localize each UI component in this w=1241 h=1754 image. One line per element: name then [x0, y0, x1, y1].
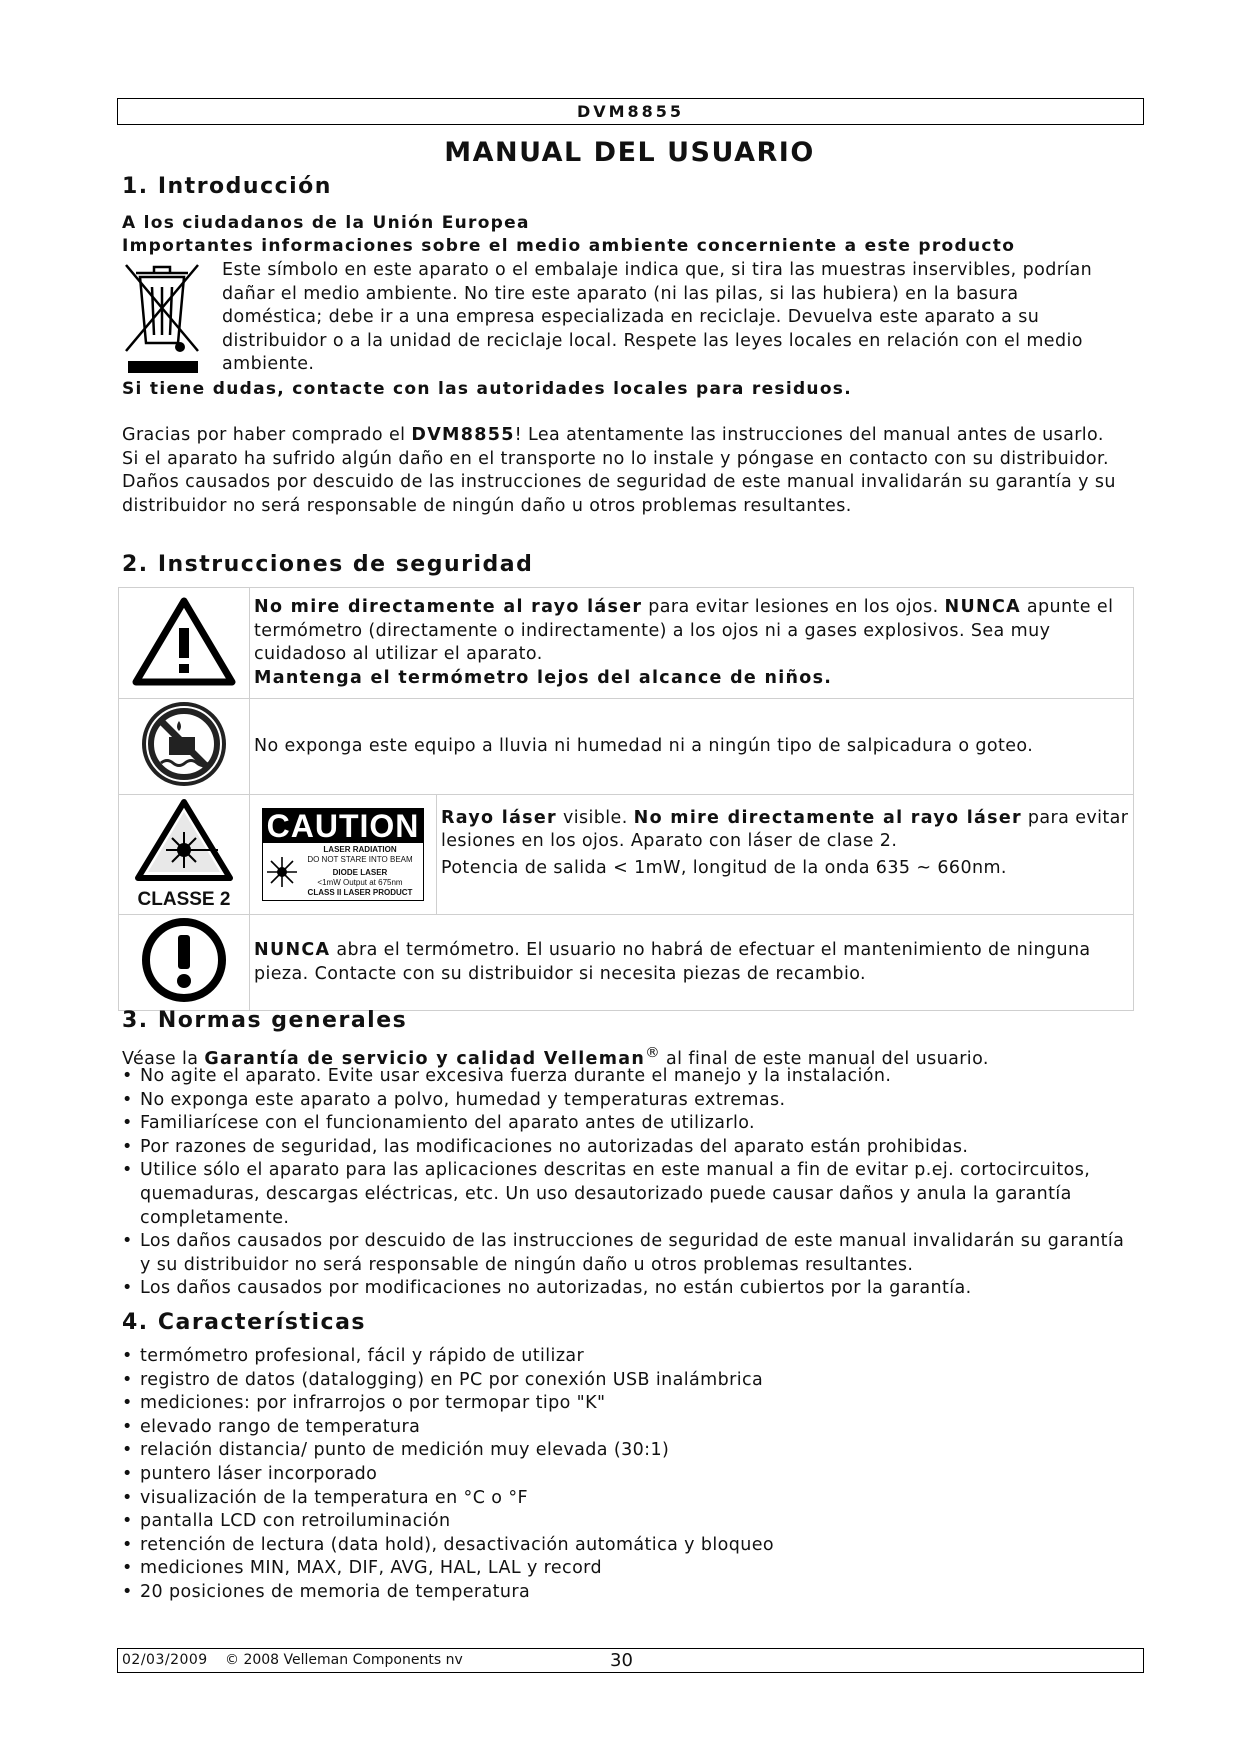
eu-heading: A los ciudadanos de la Unión Europea	[122, 213, 530, 233]
caution-l1: LASER RADIATION	[323, 845, 397, 854]
list-item: • 20 posiciones de memoria de temperatura	[122, 1581, 1132, 1605]
footer-copyright: © 2008 Velleman Components nv	[225, 1652, 463, 1668]
caution-l5: CLASS II LASER PRODUCT	[307, 888, 413, 897]
list-item: • Los daños causados por modificaciones no autorizadas, no están cubiertos por la garantía.	[122, 1277, 1132, 1301]
row2-text: No exponga este equipo a lluvia ni humedad ni a ningún tipo de salpicadura o goteo.	[254, 735, 1034, 756]
heading-introduccion: 1. Introducción	[122, 174, 332, 199]
caution-title: CAUTION	[263, 809, 423, 843]
list-item: • Los daños causados por descuido de las instrucciones de seguridad de este manual invalidarán su garantía y su distribuidor no será responsable de ningún daño u otros problemas resultantes.	[122, 1230, 1132, 1277]
thanks-text-a: Gracias por haber comprado el	[122, 425, 412, 445]
header-model-box	[117, 98, 1144, 125]
list-item: • Por razones de seguridad, las modificaciones no autorizadas del aparato están prohibidas.	[122, 1136, 1132, 1160]
env-heading: Importantes informaciones sobre el medio ambiente concerniente a este producto	[122, 236, 1016, 256]
row1-text1: para evitar lesiones en los ojos.	[642, 597, 945, 617]
features-list	[122, 1345, 1132, 1605]
header-model: DVM8855	[576, 102, 685, 121]
thanks-text-b: ! Lea atentamente las instrucciones del manual antes de usarlo. Si el aparato ha sufrido algún daño en el transporte no lo instale y póngase en contacto con su distribuidor. Daños causados por descuido de las instrucciones de seguridad de este manual invalidarán su garantía y su distribuidor no será responsable de ningún daño u otros problemas resultantes.	[122, 425, 1116, 516]
safety-row-laser-class	[119, 795, 1134, 915]
weee-text: Este símbolo en este aparato o el embalaje indica que, si tira las muestras inservibles, podrían dañar el medio ambiente. No tire este aparato (ni las pilas, si las hubiera) en la basura doméstica; debe ir a una empresa especializada en reciclaje. Devuelva este aparato a su distribuidor o a la unidad de reciclaje local. Respete las leyes locales en relación con el medio ambiente.	[222, 260, 1093, 374]
page-number: 30	[610, 1650, 633, 1671]
caution-l4: <1mW Output at 675nm	[317, 878, 403, 887]
footer-date: 02/03/2009	[122, 1652, 208, 1668]
list-item: • pantalla LCD con retroiluminación	[122, 1510, 1132, 1534]
row4-text: abra el termómetro. El usuario no habrá de efectuar el mantenimiento de ninguna pieza. Contacte con su distribuidor si necesita piezas de recambio.	[254, 940, 1091, 984]
doubt-text: Si tiene dudas, contacte con las autoridades locales para residuos.	[122, 379, 852, 399]
list-item: • termómetro profesional, fácil y rápido de utilizar	[122, 1345, 1132, 1369]
heading-seguridad: 2. Instrucciones de seguridad	[122, 552, 534, 577]
safety-row-moisture-text	[250, 699, 1134, 795]
safety-row-laser-text	[250, 588, 1134, 699]
row3-bold1: Rayo láser	[441, 807, 557, 828]
footer	[117, 1648, 1144, 1673]
list-item: • puntero láser incorporado	[122, 1463, 1132, 1487]
caution-l2: DO NOT STARE INTO BEAM	[307, 855, 413, 864]
row4-bold: NUNCA	[254, 940, 331, 960]
row1-bold2: NUNCA	[944, 597, 1021, 617]
laser-burst-icon	[265, 855, 299, 889]
safety-table	[118, 587, 1134, 1011]
safety-row-open	[119, 915, 1134, 1011]
row3-bold2: No mire directamente al rayo láser	[633, 807, 1022, 828]
safety-row-moisture	[119, 699, 1134, 795]
registered-mark: ®	[645, 1044, 661, 1061]
general-intro-bold: Garantía de servicio y calidad Velleman	[204, 1048, 646, 1069]
list-item: • retención de lectura (data hold), desactivación automática y bloqueo	[122, 1534, 1132, 1558]
row3-text1: visible.	[557, 807, 634, 828]
list-item: • No agite el aparato. Evite usar excesiva fuerza durante el manejo y la instalación.	[122, 1065, 1132, 1089]
row3-power: Potencia de salida < 1mW, longitud de la onda 635 ~ 660nm.	[441, 857, 1007, 878]
list-item: • elevado rango de temperatura	[122, 1416, 1132, 1440]
general-intro-b: al final de este manual del usuario.	[660, 1048, 989, 1069]
thanks-model: DVM8855	[411, 425, 515, 445]
laser-warning-icon	[119, 795, 250, 915]
safety-row-laser-class-text	[437, 795, 1134, 915]
exclamation-circle-icon	[119, 915, 250, 1011]
row1-bold3: Mantenga el termómetro lejos del alcance de niños.	[254, 667, 833, 688]
row1-bold1: No mire directamente al rayo láser	[254, 597, 643, 617]
list-item: • mediciones: por infrarrojos o por termopar tipo "K"	[122, 1392, 1132, 1416]
safety-row-laser	[119, 588, 1134, 699]
caution-label	[250, 795, 437, 915]
list-item: • mediciones MIN, MAX, DIF, AVG, HAL, LAL y record	[122, 1557, 1132, 1581]
list-item: • Familiarícese con el funcionamiento del aparato antes de utilizarlo.	[122, 1112, 1132, 1136]
safety-row-open-text	[250, 915, 1134, 1011]
general-list	[122, 1065, 1132, 1301]
no-water-icon	[119, 699, 250, 795]
thanks-paragraph	[122, 424, 1122, 518]
general-intro-a: Véase la	[122, 1048, 205, 1069]
heading-caracteristicas: 4. Características	[122, 1310, 367, 1335]
list-item: • No exponga este aparato a polvo, humedad y temperaturas extremas.	[122, 1089, 1132, 1113]
list-item: • visualización de la temperatura en °C o °F	[122, 1487, 1132, 1511]
list-item: • relación distancia/ punto de medición muy elevada (30:1)	[122, 1439, 1132, 1463]
list-item: • Utilice sólo el aparato para las aplicaciones descritas en este manual a fin de evitar p.ej. cortocircuitos, quemaduras, descargas eléctricas, etc. Un uso desautorizado puede causar daños y anula la garantía completamente.	[122, 1159, 1132, 1230]
caution-l3: DIODE LASER	[332, 868, 388, 877]
page-title: MANUAL DEL USUARIO	[444, 137, 815, 168]
heading-normas: 3. Normas generales	[122, 1008, 408, 1033]
classe-label: CLASSE 2	[137, 889, 231, 910]
weee-bin-icon	[122, 259, 202, 377]
row1-text2: apunte el termómetro (directamente o indirectamente) a los ojos ni a gases explosivos. Sea muy cuidadoso al utilizar el aparato.	[254, 597, 1114, 664]
row3-text2: para evitar lesiones en los ojos. Aparato con láser de clase 2.	[441, 807, 1129, 852]
warning-triangle-icon	[119, 588, 250, 699]
list-item: • registro de datos (datalogging) en PC por conexión USB inalámbrica	[122, 1369, 1132, 1393]
